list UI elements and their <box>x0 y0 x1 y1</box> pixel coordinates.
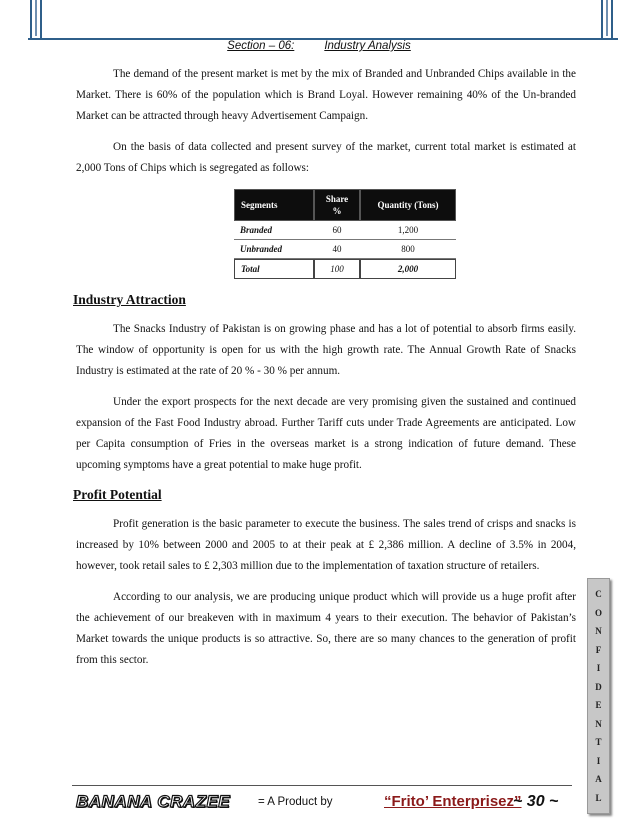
confidential-letter: E <box>595 700 602 711</box>
table-header-cell: Quantity (Tons) <box>360 189 456 221</box>
product-by-label: = A Product by <box>258 796 333 808</box>
table-header-cell: Share % <box>314 189 360 221</box>
section-header <box>0 40 638 52</box>
confidential-sidebar <box>587 578 610 814</box>
frame-bar-right <box>601 0 613 40</box>
table-cell: 1,200 <box>360 221 456 240</box>
intro-paragraph-2: On the basis of data collected and present survey of the market, current total market is estimated at 2,000 Tons of Chips which is segregated as follows: <box>76 141 576 174</box>
page-number: ~ 30 ~ <box>513 793 559 810</box>
intro-paragraph-1: The demand of the present market is met by the mix of Branded and Unbranded Chips available in the Market. There is 60% of the population which is Brand Loyal. However remaining 40% of the Un-branded Market can be attracted through heavy Advertisement Campaign. <box>76 68 576 122</box>
segments-table <box>234 189 456 279</box>
industry-attraction-paragraph-1: The Snacks Industry of Pakistan is on growing phase and has a lot of potential to absorb firms easily. The window of opportunity is open for us with the high growth rate. The Annual Growth Rate of Snacks Industry is estimated at the rate of 20 % - 30 % per annum. <box>76 323 576 377</box>
table-cell: Unbranded <box>234 240 314 259</box>
profit-potential-paragraph-1: Profit generation is the basic parameter to execute the business. The sales trend of crisps and snacks is increased by 10% between 2000 and 2005 to at their peak at £ 2,386 million. A decline of 3.5% in 2004, however, took retail sales to £ 2,303 million due to the implementation of taxation structure of retailers. <box>76 518 576 572</box>
frame-bar-left <box>30 0 42 40</box>
confidential-letter: N <box>595 718 602 729</box>
profit-potential-heading: Profit Potential <box>73 487 162 502</box>
table-header-row <box>234 189 456 221</box>
table-cell: Total <box>234 259 314 279</box>
table-cell: Branded <box>234 221 314 240</box>
confidential-letter: I <box>596 663 601 674</box>
footer-divider <box>72 785 572 786</box>
industry-attraction-paragraph-2: Under the export prospects for the next decade are very promising given the sustained and continued expansion of the Fast Food Industry abroad. Further Tariff cuts under Trade Agreements are anticipated. Low per Capita consumption of Fries in the overseas market is a strong indication of future demand. These upcoming symptoms have a great potential to make huge profit. <box>76 396 576 471</box>
table-cell: 2,000 <box>360 259 456 279</box>
page-content <box>73 64 576 681</box>
confidential-letter: I <box>596 755 601 766</box>
section-number: Section – 06: <box>227 40 295 52</box>
company-name: “Frito’ Enterprisez” <box>384 793 522 810</box>
segments-table-wrapper <box>114 189 576 279</box>
industry-attraction-heading: Industry Attraction <box>73 292 186 307</box>
table-cell: 100 <box>314 259 360 279</box>
brand-name: BANANA CRAZEE <box>76 792 231 811</box>
section-title: Industry Analysis <box>324 40 411 52</box>
confidential-letter: N <box>595 626 602 637</box>
confidential-letter: D <box>595 681 602 692</box>
table-header-cell: Segments <box>234 189 314 221</box>
table-cell: 800 <box>360 240 456 259</box>
confidential-letter: F <box>595 644 602 655</box>
confidential-letter: L <box>595 792 602 803</box>
confidential-letter: T <box>595 737 602 748</box>
profit-potential-paragraph-2: According to our analysis, we are producing unique product which will provide us a huge profit after the achievement of our breakeven with in maximum 4 years to their execution. The behavior of Pakistan’s Market towards the unique products is so attractive. So, there are so many chances to the generation of profit from this sector. <box>76 591 576 666</box>
table-cell: 60 <box>314 221 360 240</box>
table-row <box>234 240 456 259</box>
table-row <box>234 221 456 240</box>
confidential-letter: C <box>595 589 602 600</box>
confidential-letter: A <box>595 774 602 785</box>
table-total-row <box>234 259 456 279</box>
table-cell: 40 <box>314 240 360 259</box>
confidential-letter: O <box>594 607 602 618</box>
